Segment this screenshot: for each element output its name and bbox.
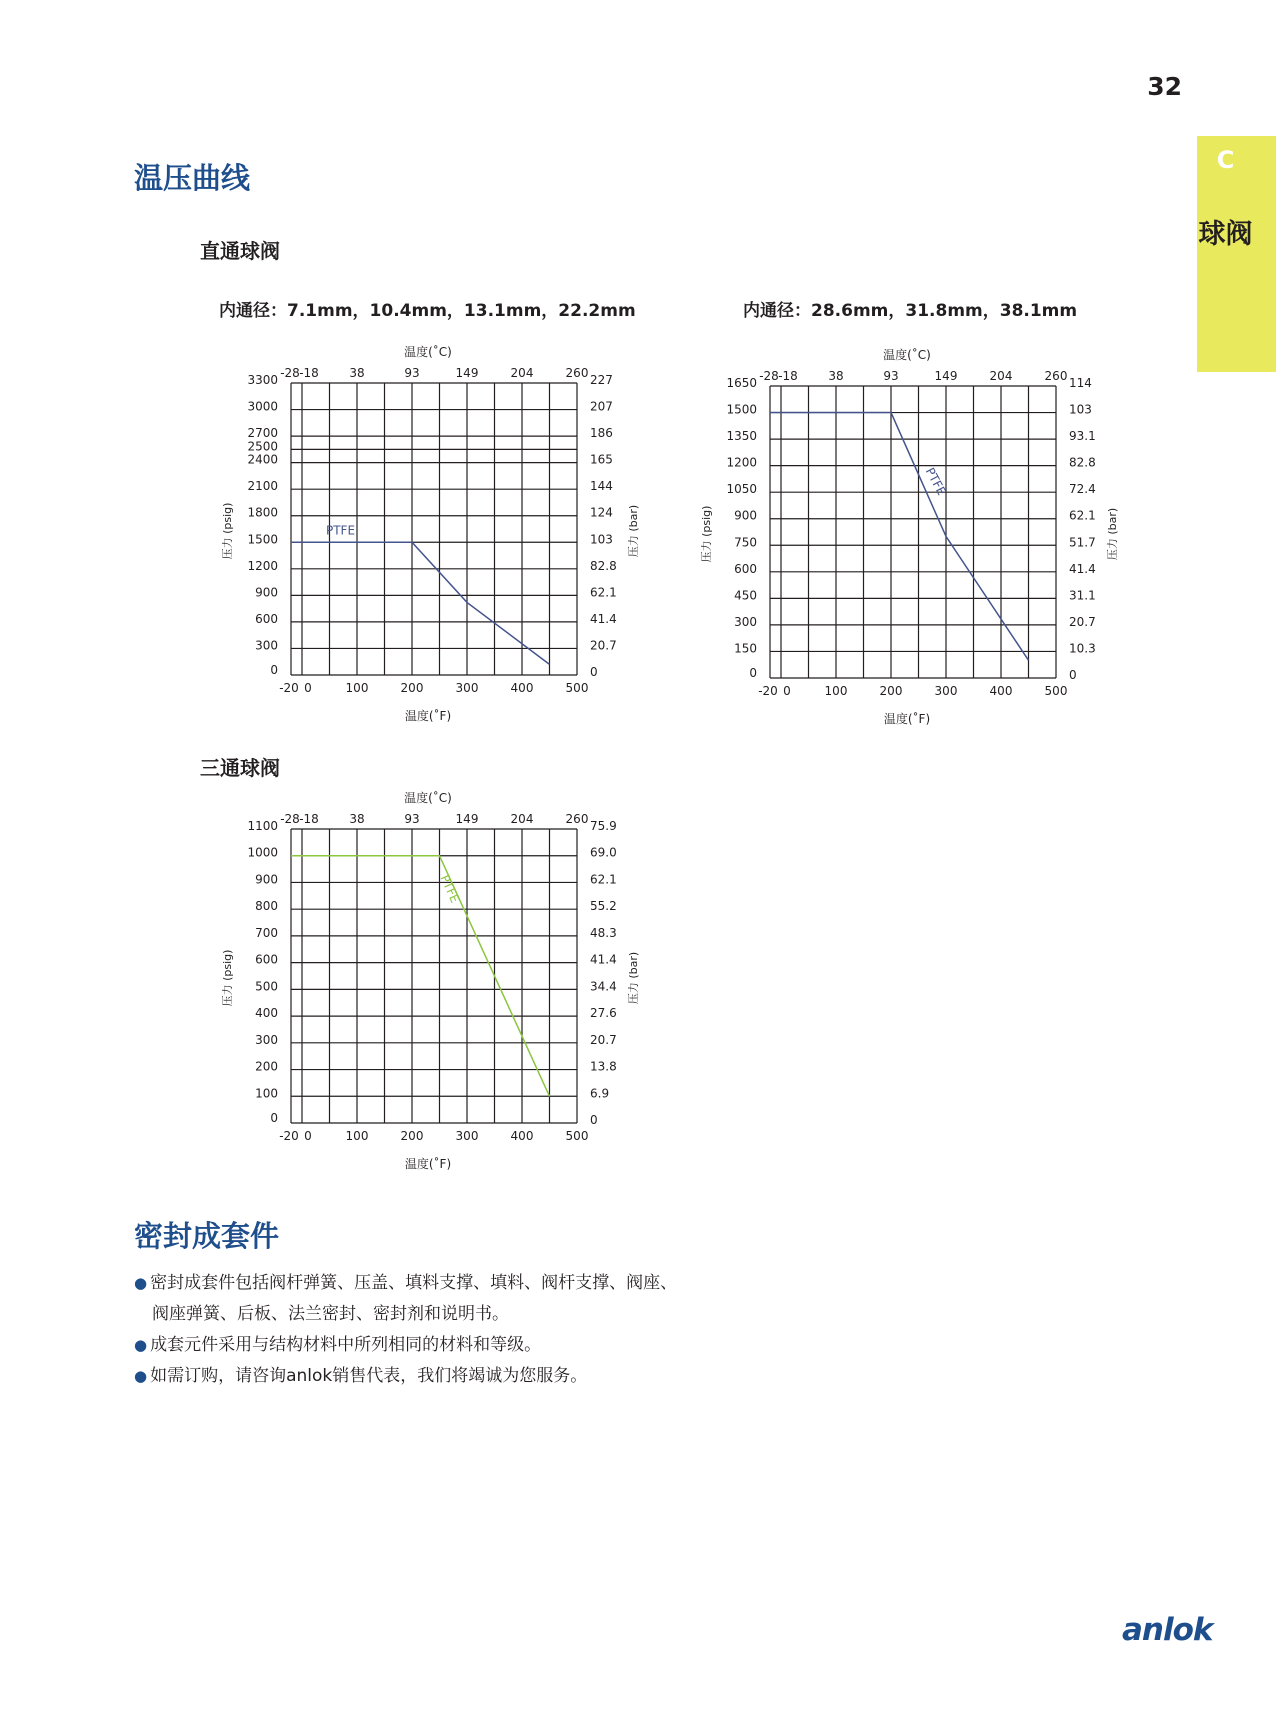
anlok-logo: anlok	[1122, 1612, 1213, 1648]
y-tick-label: 450	[734, 588, 757, 603]
x-tick-label-top: 204	[989, 369, 1013, 383]
y-tick-label: 3300	[247, 373, 278, 387]
y-tick-label-right: 20.7	[1069, 614, 1096, 629]
x-tick-label: 100	[345, 681, 369, 695]
y-tick-label-right: 41.4	[590, 952, 617, 967]
y-tick-label: 1200	[247, 558, 278, 573]
seal-kit-bullets	[134, 1268, 682, 1392]
chart2-subtitle: 内通径：28.6mm，31.8mm，38.1mm	[743, 301, 1078, 321]
x-tick-label: -20	[279, 1129, 299, 1143]
y-tick-label-right: 186	[590, 426, 613, 441]
x-tick-label: 0	[783, 684, 791, 698]
bullet-item: ● 成套元件采用与结构材料中所列相同的材料和等级。	[134, 1335, 542, 1355]
x-tick-label: 500	[1044, 684, 1068, 698]
x-tick-label: 300	[934, 684, 958, 698]
side-tab-label: 球阀	[1198, 219, 1253, 250]
y-tick-label: 1100	[247, 819, 278, 833]
y-tick-label: 500	[255, 979, 278, 994]
x-tick-label-top: 149	[934, 369, 958, 383]
x-axis-title-top: 温度(˚C)	[883, 348, 931, 362]
y-tick-label-right: 0	[590, 665, 598, 679]
y-tick-label: 1000	[247, 845, 278, 860]
x-axis-title-top: 温度(˚C)	[404, 791, 452, 805]
side-tab-letter: C	[1216, 146, 1235, 174]
y-axis-title-right: 压力 (bar)	[1106, 507, 1119, 561]
x-tick-label-top: 260	[1044, 369, 1068, 383]
series-annotation: PTFE	[922, 465, 949, 498]
y-tick-label: 1500	[726, 402, 757, 417]
y-tick-label-right: 31.1	[1069, 588, 1096, 603]
y-axis-title-left: 压力 (psig)	[221, 949, 234, 1007]
x-tick-label-top: -18	[299, 812, 319, 826]
y-tick-label: 600	[255, 952, 278, 967]
x-tick-label: 100	[345, 1129, 369, 1143]
y-tick-label-right: 72.4	[1069, 482, 1096, 497]
y-tick-label-right: 0	[590, 1113, 598, 1127]
x-axis-title-top: 温度(˚C)	[404, 345, 452, 359]
y-tick-label-right: 114	[1069, 376, 1092, 390]
y-tick-label-right: 20.7	[590, 1032, 617, 1047]
x-tick-label: 400	[510, 681, 534, 695]
y-tick-label: 300	[255, 1032, 278, 1047]
y-tick-label: 3000	[247, 399, 278, 414]
y-tick-label-right: 144	[590, 479, 613, 494]
x-tick-label: 200	[400, 1129, 424, 1143]
y-tick-label: 900	[255, 585, 278, 600]
y-tick-label: 1650	[726, 376, 757, 390]
series-annotation: PTFE	[437, 872, 463, 905]
x-tick-label-top: 38	[828, 369, 844, 383]
y-tick-label-right: 82.8	[590, 558, 617, 573]
x-tick-label-top: -28	[280, 812, 300, 826]
y-tick-label: 1200	[726, 455, 757, 470]
chart1-subtitle: 内通径：7.1mm，10.4mm，13.1mm，22.2mm	[219, 301, 636, 321]
y-tick-label-right: 124	[590, 505, 613, 520]
x-axis-title-bottom: 温度(˚F)	[404, 1157, 452, 1171]
y-tick-label: 800	[255, 899, 278, 914]
y-axis-title-right: 压力 (bar)	[627, 951, 640, 1005]
x-tick-label: 0	[304, 681, 312, 695]
x-tick-label: 200	[879, 684, 903, 698]
y-tick-label: 1800	[247, 505, 278, 520]
y-tick-label: 400	[255, 1006, 278, 1021]
y-tick-label-right: 227	[590, 373, 613, 387]
page-number: 32	[1147, 72, 1182, 101]
y-tick-label: 1500	[247, 532, 278, 547]
y-tick-label-right: 41.4	[590, 611, 617, 626]
y-tick-label-right: 34.4	[590, 979, 617, 994]
x-tick-label-top: 149	[455, 366, 479, 380]
y-tick-label: 300	[734, 614, 757, 629]
y-axis-title-left: 压力 (psig)	[221, 502, 234, 560]
x-tick-label-top: 260	[565, 812, 589, 826]
y-tick-label-right: 41.4	[1069, 561, 1096, 576]
y-tick-label-right: 165	[590, 452, 613, 467]
y-tick-label-right: 10.3	[1069, 641, 1096, 656]
y-tick-label-right: 103	[590, 532, 613, 547]
y-tick-label-right: 0	[1069, 668, 1077, 682]
x-axis-title-bottom: 温度(˚F)	[883, 712, 931, 726]
y-tick-label: 1350	[726, 429, 757, 444]
x-tick-label: 200	[400, 681, 424, 695]
y-tick-label-right: 13.8	[590, 1059, 617, 1074]
chart-group	[220, 790, 640, 1171]
y-tick-label: 0	[270, 1111, 278, 1125]
y-tick-label-right: 6.9	[590, 1086, 610, 1101]
y-axis-title-right: 压力 (bar)	[627, 504, 640, 558]
y-tick-label-right: 207	[590, 399, 613, 414]
y-tick-label: 0	[749, 666, 757, 680]
x-tick-label-top: -18	[299, 366, 319, 380]
x-tick-label-top: 38	[349, 366, 365, 380]
x-tick-label-top: -28	[759, 369, 779, 383]
x-tick-label: 0	[304, 1129, 312, 1143]
y-tick-label-right: 82.8	[1069, 455, 1096, 470]
x-tick-label-top: 260	[565, 366, 589, 380]
y-tick-label: 2400	[247, 452, 278, 467]
x-tick-label-top: 93	[404, 366, 420, 380]
y-tick-label: 2100	[247, 479, 278, 494]
bullet-item: ● 密封成套件包括阀杆弹簧、压盖、填料支撑、填料、阀杆支撑、阀座、阀座弹簧、后板、法兰密封、密封剂和说明书。	[134, 1273, 678, 1324]
series-annotation: PTFE	[325, 523, 356, 538]
x-tick-label-top: 93	[404, 812, 420, 826]
section-title-temp-pressure: 温压曲线	[134, 161, 251, 195]
three-way-valve-title: 三通球阀	[200, 756, 280, 780]
x-tick-label: 300	[455, 1129, 479, 1143]
x-tick-label-top: 149	[455, 812, 479, 826]
x-tick-label-top: 204	[510, 366, 534, 380]
y-tick-label-right: 62.1	[590, 872, 617, 887]
y-tick-label: 600	[734, 561, 757, 576]
bullet-item: ● 如需订购，请咨询anlok销售代表，我们将竭诚为您服务。	[134, 1366, 588, 1386]
y-tick-label: 200	[255, 1059, 278, 1074]
x-tick-label-top: -28	[280, 366, 300, 380]
x-tick-label: 500	[565, 681, 589, 695]
y-tick-label-right: 55.2	[590, 899, 617, 914]
y-tick-label-right: 20.7	[590, 638, 617, 653]
x-tick-label: -20	[758, 684, 778, 698]
x-axis-title-bottom: 温度(˚F)	[404, 709, 452, 723]
x-tick-label-top: -18	[778, 369, 798, 383]
x-tick-label-top: 204	[510, 812, 534, 826]
y-tick-label-right: 27.6	[590, 1006, 617, 1021]
straight-valve-title: 直通球阀	[200, 239, 280, 263]
y-tick-label: 2700	[247, 426, 278, 441]
y-tick-label: 900	[255, 872, 278, 887]
x-tick-label-top: 93	[883, 369, 899, 383]
x-tick-label-top: 38	[349, 812, 365, 826]
y-tick-label-right: 69.0	[590, 845, 617, 860]
y-tick-label: 150	[734, 641, 757, 656]
y-tick-label-right: 48.3	[590, 925, 617, 940]
y-tick-label-right: 93.1	[1069, 429, 1096, 444]
section-title-seal-kit: 密封成套件	[134, 1219, 280, 1253]
x-tick-label: 400	[989, 684, 1013, 698]
y-tick-label-right: 75.9	[590, 819, 617, 833]
y-tick-label: 1050	[726, 482, 757, 497]
y-tick-label-right: 62.1	[590, 585, 617, 600]
bullet-dot-icon: ●	[134, 1336, 148, 1354]
y-axis-title-left: 压力 (psig)	[700, 505, 713, 563]
x-tick-label: 100	[824, 684, 848, 698]
x-tick-label: 500	[565, 1129, 589, 1143]
y-tick-label: 300	[255, 638, 278, 653]
y-tick-label: 100	[255, 1086, 278, 1101]
y-tick-label: 700	[255, 925, 278, 940]
bullet-dot-icon: ●	[134, 1367, 148, 1385]
y-tick-label: 2500	[247, 439, 278, 454]
y-tick-label-right: 62.1	[1069, 508, 1096, 523]
y-tick-label: 600	[255, 611, 278, 626]
x-tick-label: 300	[455, 681, 479, 695]
x-tick-label: -20	[279, 681, 299, 695]
bullet-dot-icon: ●	[134, 1274, 148, 1292]
x-tick-label: 400	[510, 1129, 534, 1143]
y-tick-label: 900	[734, 508, 757, 523]
y-tick-label-right: 51.7	[1069, 535, 1096, 550]
y-tick-label: 750	[734, 535, 757, 550]
y-tick-label-right: 103	[1069, 402, 1092, 417]
y-tick-label: 0	[270, 663, 278, 677]
